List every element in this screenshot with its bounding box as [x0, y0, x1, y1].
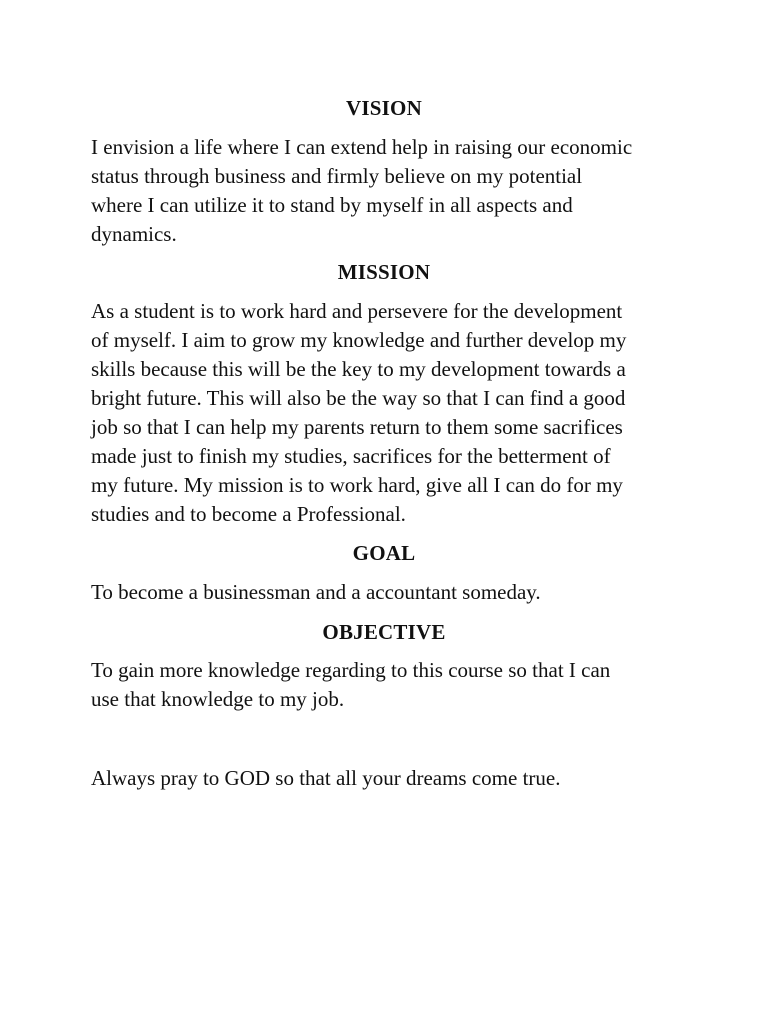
goal-heading: GOAL [352, 541, 416, 565]
mission-line: As a student is to work hard and persevere for the development [91, 299, 623, 323]
mission-line: job so that I can help my parents return to them some sacrifices [91, 415, 623, 439]
vision-paragraph [91, 133, 691, 249]
vision-line: where I can utilize it to stand by myself in all aspects and [91, 193, 573, 217]
mission-paragraph [91, 297, 691, 529]
objective-heading: OBJECTIVE [322, 620, 446, 644]
mission-line: of myself. I aim to grow my knowledge and further develop my [91, 328, 627, 352]
closing-line: Always pray to GOD so that all your dreams come true. [91, 766, 561, 790]
mission-heading: MISSION [337, 260, 431, 284]
mission-line: made just to finish my studies, sacrifices for the betterment of [91, 444, 611, 468]
mission-line: skills because this will be the key to my development towards a [91, 357, 626, 381]
goal-paragraph [91, 578, 691, 607]
objective-line: use that knowledge to my job. [91, 687, 345, 711]
mission-line: studies and to become a Professional. [91, 502, 406, 526]
mission-line: my future. My mission is to work hard, give all I can do for my [91, 473, 623, 497]
vision-line: I envision a life where I can extend help in raising our economic [91, 135, 633, 159]
objective-paragraph [91, 656, 691, 714]
vision-line: status through business and firmly believe on my potential [91, 164, 583, 188]
objective-line: To gain more knowledge regarding to this course so that I can [91, 658, 611, 682]
closing-paragraph [91, 764, 691, 793]
mission-line: bright future. This will also be the way so that I can find a good [91, 386, 626, 410]
goal-line: To become a businessman and a accountant someday. [91, 580, 541, 604]
vision-line: dynamics. [91, 222, 177, 246]
vision-heading: VISION [346, 96, 422, 120]
